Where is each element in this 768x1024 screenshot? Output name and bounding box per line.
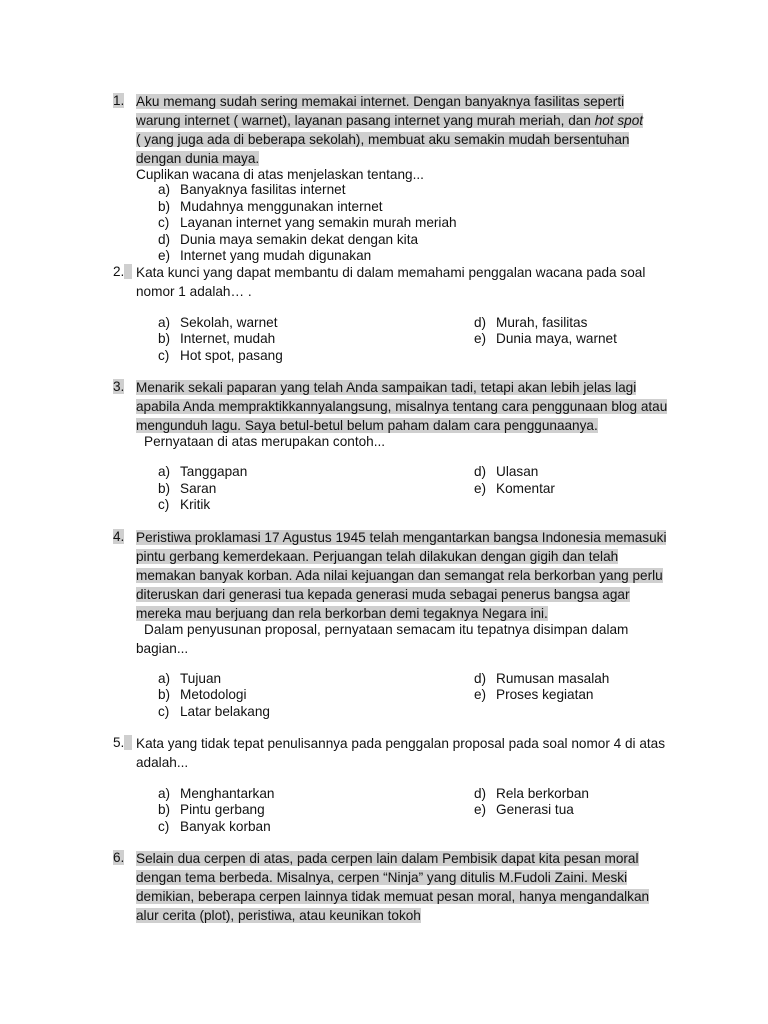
option-c[interactable]: c) Layanan internet yang semakin murah meriah	[158, 215, 457, 230]
passage-line: mereka mau berjuang dan rela berkorban demi tegaknya Negara ini.	[136, 606, 548, 621]
option-b[interactable]: b) Saran	[158, 481, 217, 496]
option-c[interactable]: c) Banyak korban	[158, 819, 271, 834]
option-d[interactable]: d) Rumusan masalah	[474, 671, 610, 686]
question-passage	[136, 849, 676, 925]
option-a[interactable]: a) Tujuan	[158, 671, 222, 686]
option-b[interactable]: b) Pintu gerbang	[158, 802, 265, 817]
option-d[interactable]: d) Murah, fasilitas	[474, 315, 588, 330]
question-passage	[136, 92, 676, 168]
option-b[interactable]: b) Mudahnya menggunakan internet	[158, 199, 383, 214]
passage-line: diteruskan dari generasi tua kepada generasi muda sebagai penerus bangsa agar	[136, 587, 630, 602]
passage-line: ( yang juga ada di beberapa sekolah), membuat aku semakin mudah bersentuhan	[136, 132, 630, 147]
option-c[interactable]: c) Kritik	[158, 497, 211, 512]
question-prompt: bagian...	[136, 641, 189, 656]
passage-line: Selain dua cerpen di atas, pada cerpen lain dalam Pembisik dapat kita pesan moral	[136, 851, 639, 866]
option-c[interactable]: c) Hot spot, pasang	[158, 348, 283, 363]
question-passage	[136, 378, 676, 435]
option-a[interactable]: a) Tanggapan	[158, 464, 248, 479]
option-e[interactable]: e) Komentar	[474, 481, 555, 496]
question-number: 4.	[113, 529, 125, 544]
passage-line: mengunduh lagu. Saya betul-betul belum paham dalam cara penggunaanya.	[136, 418, 598, 433]
passage-line: alur cerita (plot), peristiwa, atau keunikan tokoh	[136, 908, 421, 923]
question-number: 2.	[113, 264, 132, 279]
question-passage	[136, 528, 676, 623]
question-number: 3.	[113, 379, 125, 394]
passage-line: Menarik sekali paparan yang telah Anda sampaikan tadi, tetapi akan lebih jelas lagi	[136, 380, 637, 395]
passage-line: pintu gerbang kemerdekaan. Perjuangan telah dilakukan dengan gigih dan telah	[136, 549, 619, 564]
option-e[interactable]: e) Internet yang mudah digunakan	[158, 248, 372, 263]
option-e[interactable]: e) Dunia maya, warnet	[474, 331, 617, 346]
question-number: 6.	[113, 850, 125, 865]
option-a[interactable]: a) Sekolah, warnet	[158, 315, 278, 330]
passage-line: Aku memang sudah sering memakai internet. Dengan banyaknya fasilitas seperti	[136, 94, 625, 109]
option-b[interactable]: b) Metodologi	[158, 687, 247, 702]
italic-phrase: hot spot	[594, 113, 644, 128]
option-b[interactable]: b) Internet, mudah	[158, 331, 276, 346]
question-prompt: Dalam penyusunan proposal, pernyataan semacam itu tepatnya disimpan dalam	[144, 622, 629, 637]
passage-line: demikian, beberapa cerpen lainnya tidak memuat pesan moral, hanya mengandalkan	[136, 889, 650, 904]
option-a[interactable]: a) Banyaknya fasilitas internet	[158, 182, 346, 197]
option-c[interactable]: c) Latar belakang	[158, 704, 270, 719]
option-a[interactable]: a) Menghantarkan	[158, 786, 275, 801]
option-e[interactable]: e) Proses kegiatan	[474, 687, 594, 702]
option-d[interactable]: d) Dunia maya semakin dekat dengan kita	[158, 232, 419, 247]
question-line: adalah...	[136, 755, 189, 770]
passage-line: apabila Anda mempraktikkannyalangsung, misalnya tentang cara penggunaan blog atau	[136, 399, 668, 414]
question-number: 5.	[113, 735, 132, 750]
question-line: nomor 1 adalah… .	[136, 284, 252, 299]
question-line: Kata yang tidak tepat penulisannya pada penggalan proposal pada soal nomor 4 di atas	[136, 736, 666, 751]
question-prompt: Cuplikan wacana di atas menjelaskan tentang...	[136, 167, 424, 182]
option-e[interactable]: e) Generasi tua	[474, 802, 574, 817]
passage-line: memakan banyak korban. Ada nilai kejuangan dan semangat rela berkorban yang perlu	[136, 568, 663, 583]
question-prompt: Pernyataan di atas merupakan contoh...	[144, 434, 386, 449]
passage-line: dengan dunia maya.	[136, 151, 260, 166]
option-d[interactable]: d) Ulasan	[474, 464, 539, 479]
question-number: 1.	[113, 93, 125, 108]
question-line: Kata kunci yang dapat membantu di dalam memahami penggalan wacana pada soal	[136, 265, 646, 280]
passage-line: dengan tema berbeda. Misalnya, cerpen “Ninja” yang ditulis M.Fudoli Zaini. Meski	[136, 870, 628, 885]
passage-line: warung internet ( warnet), layanan pasang internet yang murah meriah, dan	[136, 113, 595, 128]
option-d[interactable]: d) Rela berkorban	[474, 786, 589, 801]
passage-line: Peristiwa proklamasi 17 Agustus 1945 telah mengantarkan bangsa Indonesia memasuki	[136, 530, 667, 545]
